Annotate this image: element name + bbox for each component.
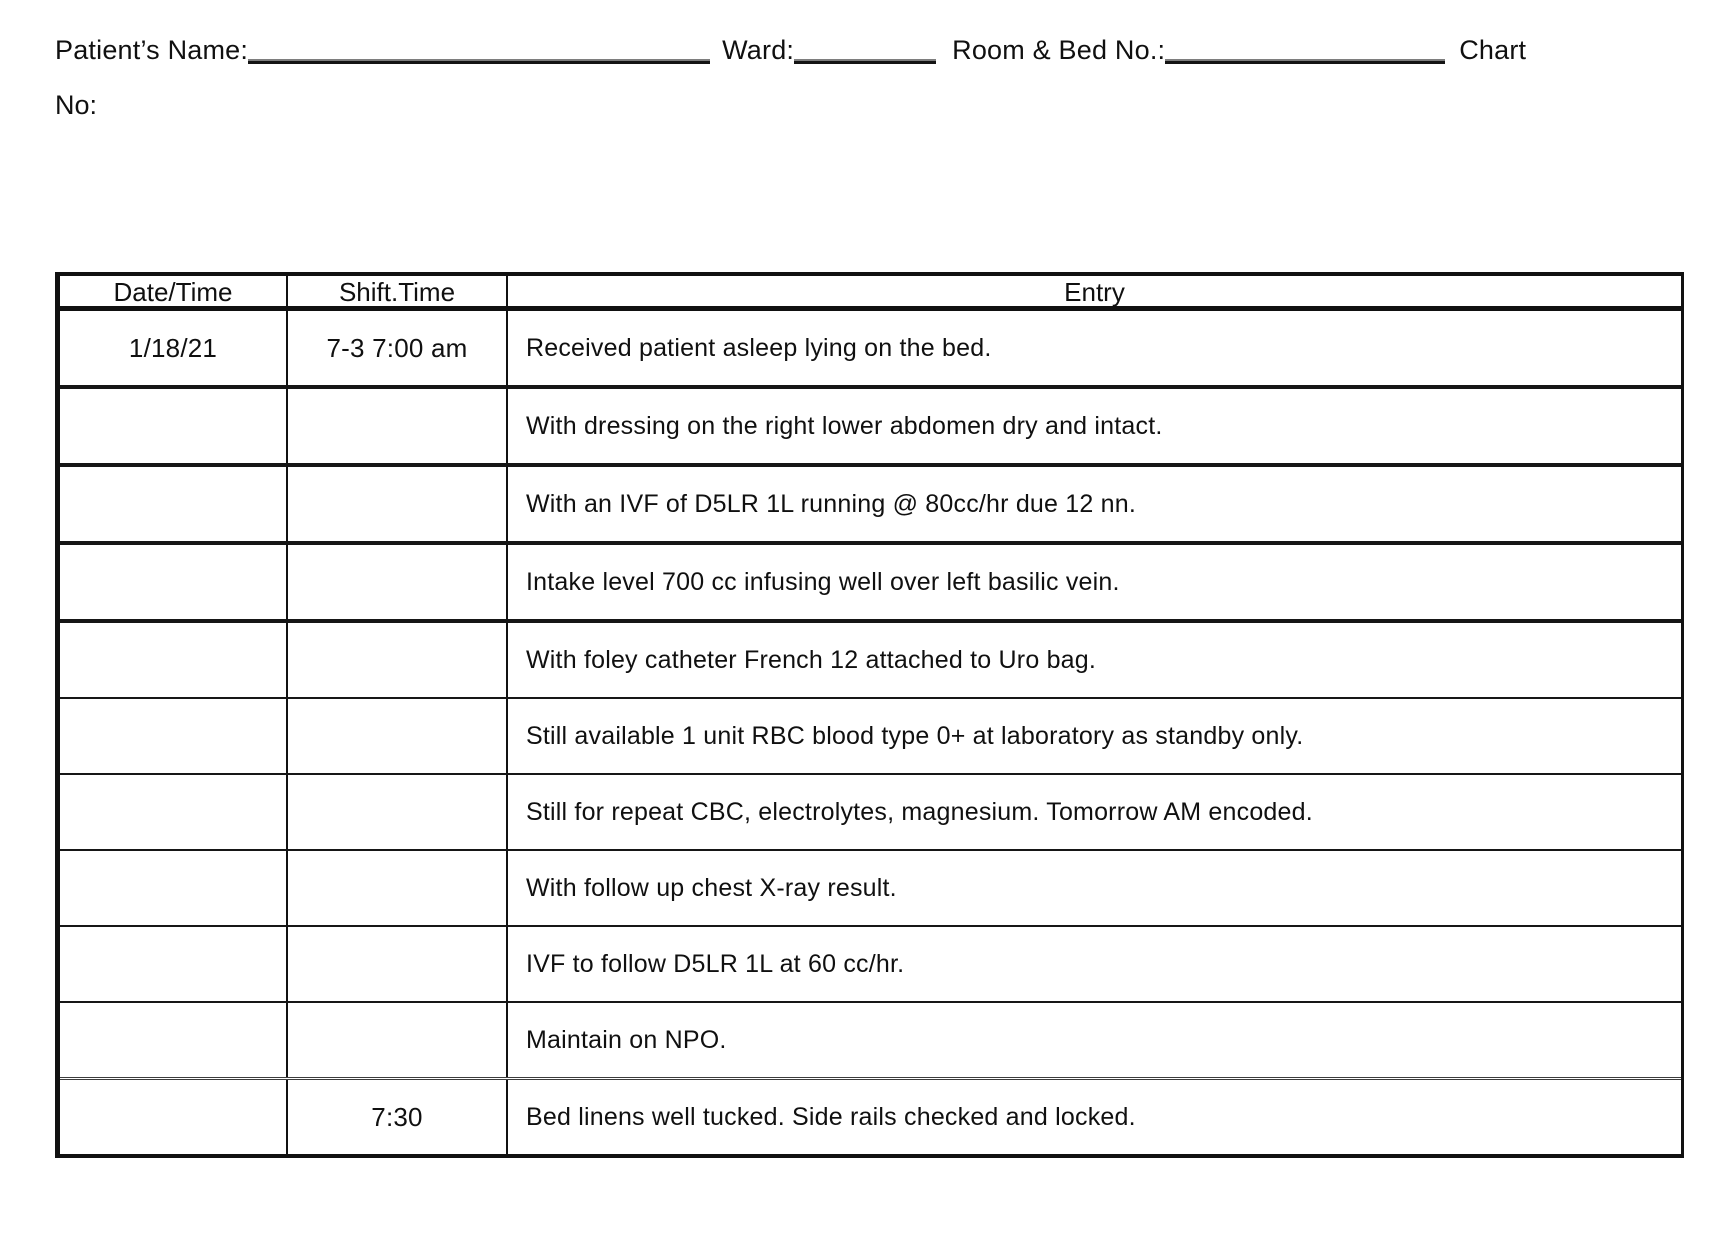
shift-time-cell — [288, 927, 508, 1001]
table-row — [60, 311, 1681, 389]
date-time-cell — [60, 927, 288, 1001]
shift-time-cell: 7-3 7:00 am — [288, 311, 508, 385]
date-time-cell — [60, 699, 288, 773]
shift-time-cell — [288, 699, 508, 773]
patient-name-field[interactable] — [248, 35, 710, 64]
entry-cell: With dressing on the right lower abdomen dry and intact. — [526, 411, 1163, 440]
date-time-cell — [60, 389, 288, 463]
entry-cell: Still available 1 unit RBC blood type 0+ at laboratory as standby only. — [526, 721, 1304, 750]
chart-label: Chart — [1459, 35, 1527, 65]
entry-cell: Bed linens well tucked. Side rails checked and locked. — [526, 1102, 1136, 1131]
column-header-entry: Entry — [1064, 277, 1125, 307]
chart-no-label: No: — [55, 90, 98, 120]
table-row — [60, 623, 1681, 699]
patient-name-label: Patient’s Name: — [55, 35, 249, 65]
shift-time-cell — [288, 389, 508, 463]
date-time-cell — [60, 623, 288, 697]
entry-cell: IVF to follow D5LR 1L at 60 cc/hr. — [526, 949, 905, 978]
ward-field[interactable] — [794, 35, 936, 64]
date-time-cell — [60, 467, 288, 541]
date-time-cell: 1/18/21 — [60, 311, 288, 385]
table-row — [60, 389, 1681, 467]
table-row — [60, 851, 1681, 927]
shift-time-cell — [288, 775, 508, 849]
entry-cell: Maintain on NPO. — [526, 1025, 727, 1054]
shift-time-cell — [288, 545, 508, 619]
shift-time-cell: 7:30 — [288, 1080, 508, 1154]
table-row — [60, 1003, 1681, 1080]
table-header-row — [60, 276, 1681, 311]
entry-cell: Intake level 700 cc infusing well over left basilic vein. — [526, 567, 1120, 596]
entry-cell: With follow up chest X-ray result. — [526, 873, 897, 902]
table-row — [60, 1080, 1681, 1154]
shift-time-cell — [288, 467, 508, 541]
date-time-cell — [60, 775, 288, 849]
date-time-cell — [60, 1003, 288, 1077]
date-time-cell — [60, 545, 288, 619]
entry-cell: Received patient asleep lying on the bed. — [526, 333, 992, 362]
date-time-cell — [60, 851, 288, 925]
table-row — [60, 775, 1681, 851]
date-time-cell — [60, 1080, 288, 1154]
entry-cell: Still for repeat CBC, electrolytes, magnesium. Tomorrow AM encoded. — [526, 797, 1313, 826]
column-header-shift-time: Shift.Time — [288, 276, 508, 306]
entry-cell: With foley catheter French 12 attached to Uro bag. — [526, 645, 1097, 674]
table-body — [60, 311, 1681, 1154]
room-bed-field[interactable] — [1165, 35, 1445, 64]
table-row — [60, 467, 1681, 545]
shift-time-cell — [288, 623, 508, 697]
table-row — [60, 545, 1681, 623]
table-row — [60, 699, 1681, 775]
room-bed-label: Room & Bed No.: — [952, 35, 1166, 65]
entry-cell: With an IVF of D5LR 1L running @ 80cc/hr due 12 nn. — [526, 489, 1136, 518]
patient-info-line — [55, 30, 1675, 67]
shift-time-cell — [288, 851, 508, 925]
table-row — [60, 927, 1681, 1003]
ward-label: Ward: — [722, 35, 795, 65]
shift-time-cell — [288, 1003, 508, 1077]
column-header-date-time: Date/Time — [60, 276, 288, 306]
nurses-notes-table — [55, 272, 1684, 1158]
